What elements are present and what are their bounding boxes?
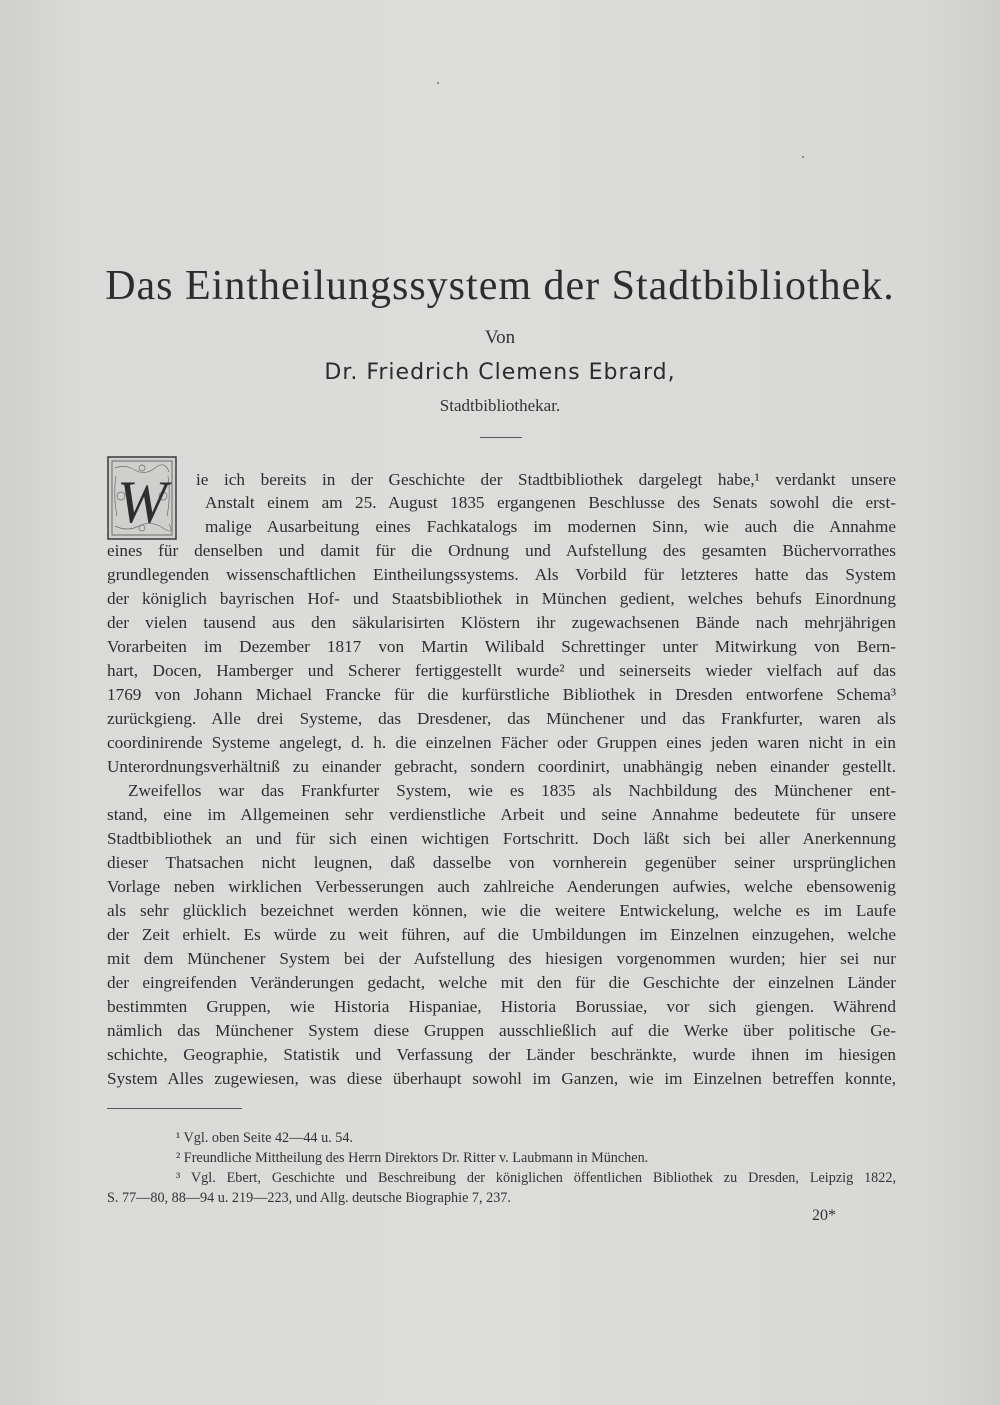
body-line: ie ich bereits in der Geschichte der Stadtbibliothek dargelegt habe,¹ verdankt unsere xyxy=(196,470,896,489)
footnote: S. 77—80, 88—94 u. 219—223, und Allg. deutsche Biographie 7, 237. xyxy=(107,1190,511,1206)
body-line: zurückgieng. Alle drei Systeme, das Dresdener, das Münchener und das Frankfurter, waren als xyxy=(107,709,896,728)
body-line: bestimmten Gruppen, wie Historia Hispaniae, Historia Borussiae, vor sich giengen. Während xyxy=(107,997,896,1016)
author-name: Dr. Friedrich Clemens Ebrard, xyxy=(324,360,676,385)
body-line: Anstalt einem am 25. August 1835 ergangenen Beschlusse des Senats sowohl die erst- xyxy=(205,493,896,512)
byline-von: Von xyxy=(484,327,516,348)
footnote: ³ Vgl. Ebert, Geschichte und Beschreibung der königlichen öffentlichen Bibliothek zu Dresden, Leipzig 1822, xyxy=(176,1170,896,1186)
body-line: Zweifellos war das Frankfurter System, wie es 1835 als Nachbildung des Münchener ent- xyxy=(128,781,896,800)
footnote: ¹ Vgl. oben Seite 42—44 u. 54. xyxy=(176,1130,353,1146)
body-line: coordinirende Systeme angelegt, d. h. die einzelnen Fächer oder Gruppen eines jeden waren nicht in ein xyxy=(107,733,896,752)
speck xyxy=(437,82,439,84)
body-line: grundlegenden wissenschaftlichen Eintheilungssystems. Als Vorbild für letzteres hatte das System xyxy=(107,565,896,584)
body-line: Stadtbibliothek an und für sich einen wichtigen Fortschritt. Doch läßt sich bei aller Anerkennung xyxy=(107,829,896,848)
svg-text:W: W xyxy=(117,469,167,535)
body-line: mit dem Münchener System bei der Aufstellung des hiesigen vorgenommen wurden; hier sei nur xyxy=(107,949,896,968)
body-line: 1769 von Johann Michael Francke für die kurfürstliche Bibliothek in Dresden entworfene Schema³ xyxy=(107,685,896,704)
body-line: malige Ausarbeitung eines Fachkatalogs im modernen Sinn, wie auch die Annahme xyxy=(205,517,896,536)
title-divider xyxy=(480,437,522,438)
body-line: dieser Thatsachen nicht leugnen, daß dasselbe von vornherein gegenüber seiner ursprünglichen xyxy=(107,853,896,872)
body-line: Vorlage neben wirklichen Verbesserungen auch zahlreiche Aenderungen aufwies, welche ebensowenig xyxy=(107,877,896,896)
footnote: ² Freundliche Mittheilung des Herrn Direktors Dr. Ritter v. Laubmann in München. xyxy=(176,1150,649,1166)
printer-signature: 20* xyxy=(812,1207,836,1224)
body-line: der vielen tausend aus den säkularisirten Klöstern ihr zugewachsenen Bände nach mehrjährigen xyxy=(107,613,896,632)
body-line: System Alles zugewiesen, was diese überhaupt sowohl im Ganzen, wie im Einzelnen betreffen konnte, xyxy=(107,1069,896,1088)
body-line: Vorarbeiten im Dezember 1817 von Martin Wilibald Schrettinger unter Mitwirkung von Bern- xyxy=(107,637,896,656)
body-line: hart, Docen, Hamberger und Scherer fertiggestellt wurde² und seinerseits wieder vielfach auf das xyxy=(107,661,896,680)
body-line: nämlich das Münchener System diese Gruppen ausschließlich auf die Werke über politische Ge- xyxy=(107,1021,896,1040)
author-role: Stadtbibliothekar. xyxy=(439,396,561,415)
body-line: eines für denselben und damit für die Ordnung und Aufstellung des gesamten Büchervorrathes xyxy=(107,541,896,560)
speck xyxy=(802,156,804,158)
article-title: Das Eintheilungssystem der Stadtbibliothek. xyxy=(105,263,895,309)
decorated-initial-icon xyxy=(107,456,177,540)
body-line: Unterordnungsverhältniß zu einander gebracht, sondern coordinirt, unabhängig neben einander gestellt. xyxy=(107,757,896,776)
body-line: schichte, Geographie, Statistik und Verfassung der Länder beschränkte, wurde ihnen im hiesigen xyxy=(107,1045,896,1064)
body-line: der Zeit erhielt. Es würde zu weit führen, auf die Umbildungen im Einzelnen einzugehen, welche xyxy=(107,925,896,944)
body-line: der königlich bayrischen Hof- und Staatsbibliothek in München gedient, welches behufs Einordnung xyxy=(107,589,896,608)
body-line: der eingreifenden Veränderungen gedacht, welche mit den für die Geschichte der einzelnen Länder xyxy=(107,973,896,992)
body-line: stand, eine im Allgemeinen sehr verdienstliche Arbeit und seine Annahme bedeutete für unsere xyxy=(107,805,896,824)
body-line: als sehr glücklich bezeichnet werden können, wie die weitere Entwickelung, welche es im Laufe xyxy=(107,901,896,920)
footnote-divider xyxy=(107,1108,242,1109)
